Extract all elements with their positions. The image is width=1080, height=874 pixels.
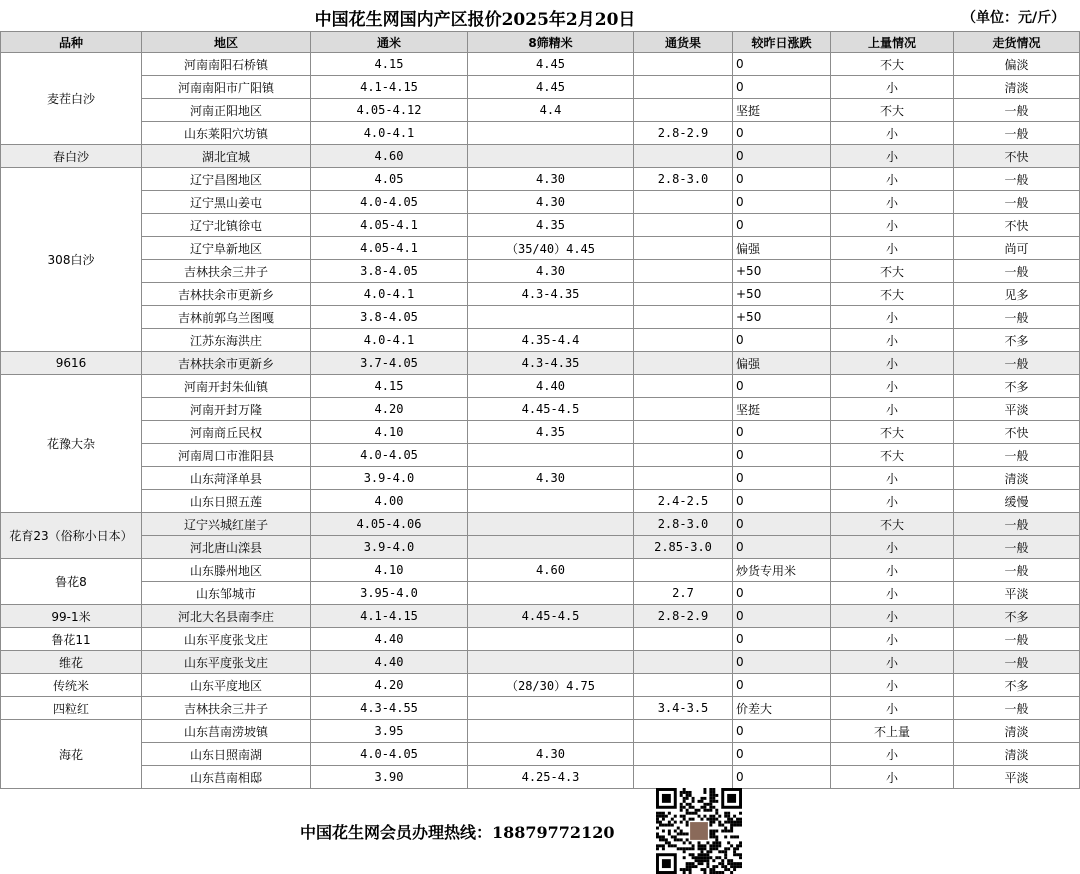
- table-row: [1, 76, 1080, 99]
- tongmi-cell: 4.15: [311, 375, 468, 398]
- qr-code-icon[interactable]: [656, 788, 742, 874]
- sales-cell: 一般: [954, 651, 1080, 674]
- sales-cell: 一般: [954, 536, 1080, 559]
- sales-cell: 尚可: [954, 237, 1080, 260]
- unit-label: （单位：元/斤）: [962, 10, 1066, 26]
- tonghuoguo-cell: [634, 76, 733, 99]
- tonghuoguo-cell: [634, 145, 733, 168]
- region-cell: 辽宁昌图地区: [142, 168, 311, 191]
- variety-cell: 9616: [1, 352, 142, 375]
- variety-cell: 春白沙: [1, 145, 142, 168]
- 8sieve-cell: 4.30: [468, 260, 634, 283]
- tongmi-cell: 4.05-4.1: [311, 214, 468, 237]
- column-header-sales: 走货情况: [954, 32, 1080, 53]
- column-header-region: 地区: [142, 32, 311, 53]
- change-cell: 炒货专用米: [733, 559, 831, 582]
- 8sieve-cell: 4.35-4.4: [468, 329, 634, 352]
- supply-cell: 小: [831, 743, 954, 766]
- tonghuoguo-cell: [634, 283, 733, 306]
- change-cell: +50: [733, 260, 831, 283]
- supply-cell: 不大: [831, 283, 954, 306]
- region-cell: 山东日照南湖: [142, 743, 311, 766]
- tongmi-cell: 4.0-4.1: [311, 283, 468, 306]
- sales-cell: 不多: [954, 375, 1080, 398]
- change-cell: 0: [733, 628, 831, 651]
- tonghuoguo-cell: [634, 421, 733, 444]
- sales-cell: 不多: [954, 674, 1080, 697]
- tonghuoguo-cell: 2.8-2.9: [634, 605, 733, 628]
- region-cell: 河南开封万隆: [142, 398, 311, 421]
- tonghuoguo-cell: [634, 260, 733, 283]
- region-cell: 吉林前郭乌兰图嘎: [142, 306, 311, 329]
- sales-cell: 一般: [954, 628, 1080, 651]
- 8sieve-cell: [468, 628, 634, 651]
- variety-cell: 麦茬白沙: [1, 53, 142, 145]
- tongmi-cell: 3.9-4.0: [311, 536, 468, 559]
- supply-cell: 小: [831, 490, 954, 513]
- tonghuoguo-cell: 2.7: [634, 582, 733, 605]
- table-row: [1, 398, 1080, 421]
- 8sieve-cell: [468, 651, 634, 674]
- sales-cell: 缓慢: [954, 490, 1080, 513]
- supply-cell: 小: [831, 76, 954, 99]
- tonghuoguo-cell: [634, 674, 733, 697]
- sales-cell: 一般: [954, 122, 1080, 145]
- tongmi-cell: 3.8-4.05: [311, 260, 468, 283]
- supply-cell: 小: [831, 329, 954, 352]
- supply-cell: 小: [831, 191, 954, 214]
- supply-cell: 小: [831, 168, 954, 191]
- region-cell: 河北大名县南李庄: [142, 605, 311, 628]
- supply-cell: 小: [831, 467, 954, 490]
- sales-cell: 清淡: [954, 743, 1080, 766]
- supply-cell: 小: [831, 214, 954, 237]
- region-cell: 山东平度地区: [142, 674, 311, 697]
- table-row: [1, 306, 1080, 329]
- tongmi-cell: 4.15: [311, 53, 468, 76]
- table-row: [1, 191, 1080, 214]
- region-cell: 河南开封朱仙镇: [142, 375, 311, 398]
- tongmi-cell: 3.8-4.05: [311, 306, 468, 329]
- tonghuoguo-cell: [634, 375, 733, 398]
- sales-cell: 不快: [954, 145, 1080, 168]
- change-cell: 0: [733, 605, 831, 628]
- tongmi-cell: 4.20: [311, 674, 468, 697]
- tongmi-cell: 4.60: [311, 145, 468, 168]
- table-row: [1, 559, 1080, 582]
- supply-cell: 小: [831, 145, 954, 168]
- region-cell: 江苏东海洪庄: [142, 329, 311, 352]
- sales-cell: 一般: [954, 260, 1080, 283]
- tonghuoguo-cell: [634, 444, 733, 467]
- 8sieve-cell: [468, 490, 634, 513]
- tonghuoguo-cell: [634, 651, 733, 674]
- change-cell: 0: [733, 444, 831, 467]
- tongmi-cell: 4.05-4.1: [311, 237, 468, 260]
- region-cell: 山东菏泽单县: [142, 467, 311, 490]
- tongmi-cell: 4.40: [311, 628, 468, 651]
- change-cell: 0: [733, 720, 831, 743]
- hotline-text: 中国花生网会员办理热线：18879772120: [300, 823, 615, 842]
- 8sieve-cell: 4.4: [468, 99, 634, 122]
- 8sieve-cell: 4.30: [468, 467, 634, 490]
- 8sieve-cell: [468, 306, 634, 329]
- tonghuoguo-cell: [634, 720, 733, 743]
- tongmi-cell: 4.0-4.05: [311, 191, 468, 214]
- supply-cell: 不大: [831, 444, 954, 467]
- change-cell: 0: [733, 168, 831, 191]
- tongmi-cell: 4.05: [311, 168, 468, 191]
- table-row: [1, 697, 1080, 720]
- table-row: [1, 352, 1080, 375]
- column-header-change: 较昨日涨跌: [733, 32, 831, 53]
- region-cell: 山东邹城市: [142, 582, 311, 605]
- change-cell: 价差大: [733, 697, 831, 720]
- sales-cell: 不快: [954, 214, 1080, 237]
- variety-cell: 四粒红: [1, 697, 142, 720]
- change-cell: 坚挺: [733, 398, 831, 421]
- 8sieve-cell: [468, 697, 634, 720]
- change-cell: 0: [733, 329, 831, 352]
- region-cell: 辽宁北镇徐屯: [142, 214, 311, 237]
- tongmi-cell: 4.40: [311, 651, 468, 674]
- supply-cell: 小: [831, 375, 954, 398]
- table-row: [1, 628, 1080, 651]
- region-cell: 山东平度张戈庄: [142, 651, 311, 674]
- sales-cell: 平淡: [954, 582, 1080, 605]
- column-header-8sieve: 8筛精米: [468, 32, 634, 53]
- table-row: [1, 53, 1080, 76]
- region-cell: 河南正阳地区: [142, 99, 311, 122]
- supply-cell: 小: [831, 352, 954, 375]
- change-cell: 0: [733, 76, 831, 99]
- tonghuoguo-cell: 2.4-2.5: [634, 490, 733, 513]
- tongmi-cell: 3.90: [311, 766, 468, 789]
- sales-cell: 一般: [954, 168, 1080, 191]
- change-cell: 0: [733, 582, 831, 605]
- table-row: [1, 490, 1080, 513]
- table-row: [1, 582, 1080, 605]
- variety-cell: 花豫大杂: [1, 375, 142, 513]
- supply-cell: 小: [831, 536, 954, 559]
- 8sieve-cell: [468, 582, 634, 605]
- change-cell: 0: [733, 122, 831, 145]
- variety-cell: 99-1米: [1, 605, 142, 628]
- region-cell: 山东平度张戈庄: [142, 628, 311, 651]
- sales-cell: 一般: [954, 559, 1080, 582]
- tonghuoguo-cell: 2.8-3.0: [634, 513, 733, 536]
- region-cell: 辽宁黑山姜屯: [142, 191, 311, 214]
- column-header-supply: 上量情况: [831, 32, 954, 53]
- tongmi-cell: 4.1-4.15: [311, 605, 468, 628]
- tongmi-cell: 4.1-4.15: [311, 76, 468, 99]
- supply-cell: 小: [831, 582, 954, 605]
- supply-cell: 不上量: [831, 720, 954, 743]
- supply-cell: 小: [831, 398, 954, 421]
- sales-cell: 见多: [954, 283, 1080, 306]
- 8sieve-cell: 4.30: [468, 168, 634, 191]
- supply-cell: 不大: [831, 260, 954, 283]
- supply-cell: 小: [831, 559, 954, 582]
- supply-cell: 小: [831, 674, 954, 697]
- change-cell: 0: [733, 674, 831, 697]
- change-cell: 0: [733, 467, 831, 490]
- tongmi-cell: 3.95-4.0: [311, 582, 468, 605]
- variety-cell: 花育23（俗称小日本）: [1, 513, 142, 559]
- change-cell: 0: [733, 191, 831, 214]
- tonghuoguo-cell: 3.4-3.5: [634, 697, 733, 720]
- table-row: [1, 536, 1080, 559]
- sales-cell: 清淡: [954, 467, 1080, 490]
- region-cell: 河南南阳石桥镇: [142, 53, 311, 76]
- variety-cell: 鲁花11: [1, 628, 142, 651]
- 8sieve-cell: 4.45-4.5: [468, 605, 634, 628]
- sales-cell: 平淡: [954, 398, 1080, 421]
- page-title: 中国花生网国内产区报价2025年2月20日: [314, 10, 636, 30]
- change-cell: 0: [733, 214, 831, 237]
- tongmi-cell: 4.0-4.05: [311, 444, 468, 467]
- variety-cell: 传统米: [1, 674, 142, 697]
- supply-cell: 不大: [831, 99, 954, 122]
- tonghuoguo-cell: [634, 467, 733, 490]
- region-cell: 辽宁兴城红崖子: [142, 513, 311, 536]
- sales-cell: 偏淡: [954, 53, 1080, 76]
- tongmi-cell: 3.95: [311, 720, 468, 743]
- sales-cell: 一般: [954, 191, 1080, 214]
- tongmi-cell: 4.05-4.12: [311, 99, 468, 122]
- 8sieve-cell: [468, 444, 634, 467]
- region-cell: 山东日照五莲: [142, 490, 311, 513]
- supply-cell: 小: [831, 766, 954, 789]
- sales-cell: 一般: [954, 352, 1080, 375]
- variety-cell: 维花: [1, 651, 142, 674]
- tongmi-cell: 4.20: [311, 398, 468, 421]
- 8sieve-cell: 4.40: [468, 375, 634, 398]
- region-cell: 湖北宜城: [142, 145, 311, 168]
- region-cell: 吉林扶余市更新乡: [142, 283, 311, 306]
- region-cell: 山东莒南涝坡镇: [142, 720, 311, 743]
- tonghuoguo-cell: [634, 329, 733, 352]
- table-row: [1, 513, 1080, 536]
- region-cell: 河南周口市淮阳县: [142, 444, 311, 467]
- column-header-variety: 品种: [1, 32, 142, 53]
- table-row: [1, 467, 1080, 490]
- change-cell: 偏强: [733, 237, 831, 260]
- region-cell: 河南南阳市广阳镇: [142, 76, 311, 99]
- change-cell: 0: [733, 145, 831, 168]
- region-cell: 吉林扶余三井子: [142, 260, 311, 283]
- supply-cell: 小: [831, 122, 954, 145]
- change-cell: +50: [733, 283, 831, 306]
- table-row: [1, 421, 1080, 444]
- 8sieve-cell: 4.25-4.3: [468, 766, 634, 789]
- variety-cell: 海花: [1, 720, 142, 789]
- tonghuoguo-cell: 2.8-2.9: [634, 122, 733, 145]
- region-cell: 河南商丘民权: [142, 421, 311, 444]
- change-cell: 0: [733, 536, 831, 559]
- 8sieve-cell: [468, 145, 634, 168]
- table-row: [1, 720, 1080, 743]
- sales-cell: 不快: [954, 421, 1080, 444]
- tongmi-cell: 4.0-4.1: [311, 122, 468, 145]
- supply-cell: 不大: [831, 513, 954, 536]
- 8sieve-cell: 4.3-4.35: [468, 352, 634, 375]
- 8sieve-cell: [468, 122, 634, 145]
- sales-cell: 不多: [954, 329, 1080, 352]
- sales-cell: 不多: [954, 605, 1080, 628]
- table-row: [1, 674, 1080, 697]
- region-cell: 山东莱阳穴坊镇: [142, 122, 311, 145]
- change-cell: 0: [733, 766, 831, 789]
- tonghuoguo-cell: [634, 628, 733, 651]
- change-cell: 0: [733, 513, 831, 536]
- table-row: [1, 237, 1080, 260]
- tongmi-cell: 3.7-4.05: [311, 352, 468, 375]
- region-cell: 河北唐山滦县: [142, 536, 311, 559]
- price-table: [0, 31, 1080, 789]
- tonghuoguo-cell: 2.8-3.0: [634, 168, 733, 191]
- tonghuoguo-cell: [634, 191, 733, 214]
- tonghuoguo-cell: [634, 398, 733, 421]
- 8sieve-cell: [468, 536, 634, 559]
- change-cell: 0: [733, 375, 831, 398]
- table-row: [1, 168, 1080, 191]
- 8sieve-cell: 4.60: [468, 559, 634, 582]
- footer: [0, 784, 1080, 873]
- tongmi-cell: 4.0-4.05: [311, 743, 468, 766]
- change-cell: 0: [733, 53, 831, 76]
- table-row: [1, 605, 1080, 628]
- 8sieve-cell: （28/30）4.75: [468, 674, 634, 697]
- region-cell: 吉林扶余三井子: [142, 697, 311, 720]
- price-table-body: [1, 53, 1080, 789]
- change-cell: 0: [733, 490, 831, 513]
- sales-cell: 一般: [954, 306, 1080, 329]
- table-row: [1, 99, 1080, 122]
- tonghuoguo-cell: [634, 214, 733, 237]
- table-row: [1, 651, 1080, 674]
- table-row: [1, 214, 1080, 237]
- tonghuoguo-cell: [634, 743, 733, 766]
- table-row: [1, 444, 1080, 467]
- table-row: [1, 329, 1080, 352]
- column-header-tongmi: 通米: [311, 32, 468, 53]
- tonghuoguo-cell: [634, 237, 733, 260]
- tongmi-cell: 4.3-4.55: [311, 697, 468, 720]
- table-row: [1, 122, 1080, 145]
- tongmi-cell: 4.0-4.1: [311, 329, 468, 352]
- 8sieve-cell: 4.45: [468, 76, 634, 99]
- sales-cell: 一般: [954, 444, 1080, 467]
- tongmi-cell: 4.05-4.06: [311, 513, 468, 536]
- sales-cell: 一般: [954, 99, 1080, 122]
- variety-cell: 308白沙: [1, 168, 142, 352]
- sales-cell: 清淡: [954, 76, 1080, 99]
- tongmi-cell: 4.00: [311, 490, 468, 513]
- 8sieve-cell: 4.30: [468, 743, 634, 766]
- 8sieve-cell: 4.30: [468, 191, 634, 214]
- tonghuoguo-cell: [634, 352, 733, 375]
- tonghuoguo-cell: 2.85-3.0: [634, 536, 733, 559]
- title-bar: [0, 0, 1080, 31]
- table-header-row: [1, 32, 1080, 53]
- change-cell: +50: [733, 306, 831, 329]
- 8sieve-cell: 4.35: [468, 421, 634, 444]
- region-cell: 山东莒南相邸: [142, 766, 311, 789]
- supply-cell: 小: [831, 697, 954, 720]
- 8sieve-cell: 4.45: [468, 53, 634, 76]
- 8sieve-cell: [468, 720, 634, 743]
- change-cell: 偏强: [733, 352, 831, 375]
- tonghuoguo-cell: [634, 53, 733, 76]
- region-cell: 辽宁阜新地区: [142, 237, 311, 260]
- 8sieve-cell: （35/40）4.45: [468, 237, 634, 260]
- sales-cell: 平淡: [954, 766, 1080, 789]
- supply-cell: 小: [831, 628, 954, 651]
- region-cell: 吉林扶余市更新乡: [142, 352, 311, 375]
- change-cell: 坚挺: [733, 99, 831, 122]
- supply-cell: 不大: [831, 53, 954, 76]
- supply-cell: 小: [831, 237, 954, 260]
- table-row: [1, 145, 1080, 168]
- change-cell: 0: [733, 421, 831, 444]
- change-cell: 0: [733, 651, 831, 674]
- sales-cell: 一般: [954, 697, 1080, 720]
- table-row: [1, 743, 1080, 766]
- supply-cell: 小: [831, 306, 954, 329]
- tongmi-cell: 4.10: [311, 559, 468, 582]
- supply-cell: 小: [831, 651, 954, 674]
- tongmi-cell: 3.9-4.0: [311, 467, 468, 490]
- 8sieve-cell: 4.45-4.5: [468, 398, 634, 421]
- table-row: [1, 375, 1080, 398]
- supply-cell: 小: [831, 605, 954, 628]
- tonghuoguo-cell: [634, 559, 733, 582]
- supply-cell: 不大: [831, 421, 954, 444]
- column-header-tonghuoguo: 通货果: [634, 32, 733, 53]
- 8sieve-cell: 4.35: [468, 214, 634, 237]
- table-row: [1, 283, 1080, 306]
- tonghuoguo-cell: [634, 306, 733, 329]
- region-cell: 山东滕州地区: [142, 559, 311, 582]
- change-cell: 0: [733, 743, 831, 766]
- sales-cell: 一般: [954, 513, 1080, 536]
- tongmi-cell: 4.10: [311, 421, 468, 444]
- variety-cell: 鲁花8: [1, 559, 142, 605]
- sales-cell: 清淡: [954, 720, 1080, 743]
- 8sieve-cell: [468, 513, 634, 536]
- 8sieve-cell: 4.3-4.35: [468, 283, 634, 306]
- table-row: [1, 260, 1080, 283]
- tonghuoguo-cell: [634, 99, 733, 122]
